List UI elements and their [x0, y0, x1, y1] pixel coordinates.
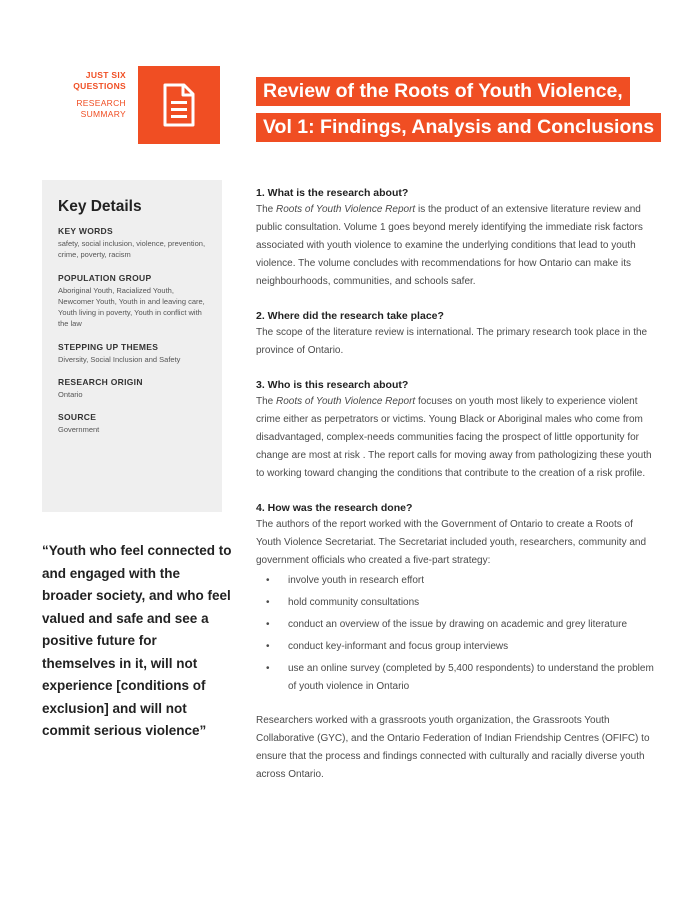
q3-intro: The: [256, 396, 277, 407]
question-1: [256, 185, 656, 291]
source-heading: SOURCE: [58, 412, 97, 423]
research-origin-value: Ontario: [58, 390, 83, 400]
q1-intro: The: [256, 204, 277, 215]
series-label-block: [40, 70, 126, 120]
key-words-value: safety, social inclusion, violence, prevention, crime, poverty, racism: [58, 239, 206, 260]
question-2-body: The scope of the literature review is international. The primary research took place in the province of Ontario.: [256, 327, 648, 356]
population-group-value: Aboriginal Youth, Racialized Youth, Newcomer Youth, Youth in and leaving care, Youth living in poverty, Youth in conflict with the law: [58, 285, 205, 329]
stepping-up-themes-value: Diversity, Social Inclusion and Safety: [58, 354, 181, 364]
q3-report-title: Roots of Youth Violence Report: [276, 396, 416, 407]
question-4-heading: 4. How was the research done?: [256, 502, 413, 514]
q1-report-title: Roots of Youth Violence Report: [276, 204, 416, 215]
strategy-list: [256, 572, 656, 696]
list-item: • hold community consultations: [256, 594, 656, 612]
list-item: • use an online survey (completed by 5,400 respondents) to understand the problem of youth violence in Ontario: [256, 660, 656, 696]
question-3: [256, 377, 656, 483]
main-content: [256, 185, 656, 801]
key-words-heading: KEY WORDS: [58, 226, 113, 236]
research-origin-heading: RESEARCH ORIGIN: [58, 377, 143, 388]
list-item: • involve youth in research effort: [256, 572, 656, 590]
key-details-panel: [42, 180, 222, 512]
question-3-heading: 3. Who is this research about?: [256, 379, 409, 391]
q1-rest: is the product of an extensive literature review and public consultation. Volume 1 goes beyond merely identifying the immediate risk factors associated with youth violence to examine the underlying conditions that lead to youth violence. The volume concludes with recommendations for how Ontario can make its neighbourhoods, communities, and schools safer.: [256, 204, 643, 287]
series-label: JUST SIX QUESTIONS: [73, 70, 126, 91]
question-4-body: The authors of the report worked with the Government of Ontario to create a Roots of Youth Violence Secretariat. The Secretariat included youth, researchers, community and government officials who created a five-part strategy:: [256, 519, 647, 566]
population-group-heading: POPULATION GROUP: [58, 272, 152, 283]
question-4: [256, 500, 656, 784]
pull-quote: “Youth who feel connected to and engaged with the broader society, and who feel valued and safe and see a positive future for themselves in it, will not experience [conditions of exclusion] and will not commit serious violence”: [42, 543, 232, 738]
question-3-body: [256, 393, 656, 483]
title-line-2: Vol 1: Findings, Analysis and Conclusions: [256, 113, 661, 142]
page-title: [256, 77, 661, 149]
q3-rest: focuses on youth most likely to experience violent crime either as perpetrators or victims. Young Black or Aboriginal males who come from disadvantaged, complex-needs communities facing the prospect of little opportunity for change are most at risk . The report calls for moving away from pathologizing these youth to working toward changing the conditions that contribute to the creation of a risk profile.: [256, 396, 652, 479]
question-2-heading: 2. Where did the research take place?: [256, 310, 444, 322]
question-2: [256, 308, 656, 360]
stepping-up-themes-heading: STEPPING UP THEMES: [58, 341, 159, 352]
list-item: • conduct an overview of the issue by drawing on academic and grey literature: [256, 616, 656, 634]
series-sublabel: RESEARCH SUMMARY: [76, 98, 126, 119]
key-details-title: Key Details: [58, 198, 142, 215]
question-1-body: [256, 201, 656, 291]
source-value: Government: [58, 425, 100, 435]
title-line-1: Review of the Roots of Youth Violence,: [256, 77, 630, 106]
list-item: • conduct key-informant and focus group interviews: [256, 638, 656, 656]
question-1-heading: 1. What is the research about?: [256, 187, 409, 199]
question-4-closing: Researchers worked with a grassroots youth organization, the Grassroots Youth Collaborative (GYC), and the Ontario Federation of Indian Friendship Centres (OFIFC) to ensure that the process and findings connected with culturally and racially diverse youth across Ontario.: [256, 715, 650, 780]
document-icon: [138, 66, 220, 144]
